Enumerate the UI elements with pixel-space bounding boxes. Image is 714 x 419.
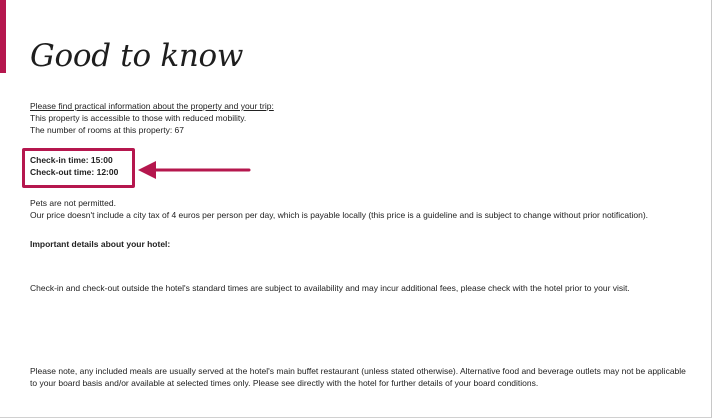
checkin-time: Check-in time: 15:00 — [30, 155, 113, 165]
city-tax-note: Our price doesn't include a city tax of 4 euros per person per day, which is payable locally (this price is a guideline and is subject to change without prior notification). — [30, 210, 649, 220]
arrow-left-icon — [138, 158, 252, 182]
meals-note: Please note, any included meals are usually served at the hotel's main buffet restaurant (unless stated otherwise). Alternative food and beverage outlets may not be applicable to your board basis and/or available at selected times only. Please see directly with the hotel for further details of your board conditions. — [30, 366, 686, 388]
room-count-text: The number of rooms at this property: 67 — [30, 125, 185, 135]
checkin-policy-text: Check-in and check-out outside the hotel's standard times are subject to availability and may incur additional fees, please check with the hotel prior to your visit. — [30, 283, 630, 293]
important-details-heading: Important details about your hotel: — [30, 239, 171, 249]
info-intro: Please find practical information about the property and your trip: — [30, 101, 274, 111]
page-title: Good to know — [30, 38, 244, 74]
checkout-time: Check-out time: 12:00 — [30, 167, 119, 177]
pets-policy: Pets are not permitted. — [30, 198, 116, 208]
accent-bar — [0, 0, 6, 73]
accessibility-text: This property is accessible to those with reduced mobility. — [30, 113, 247, 123]
